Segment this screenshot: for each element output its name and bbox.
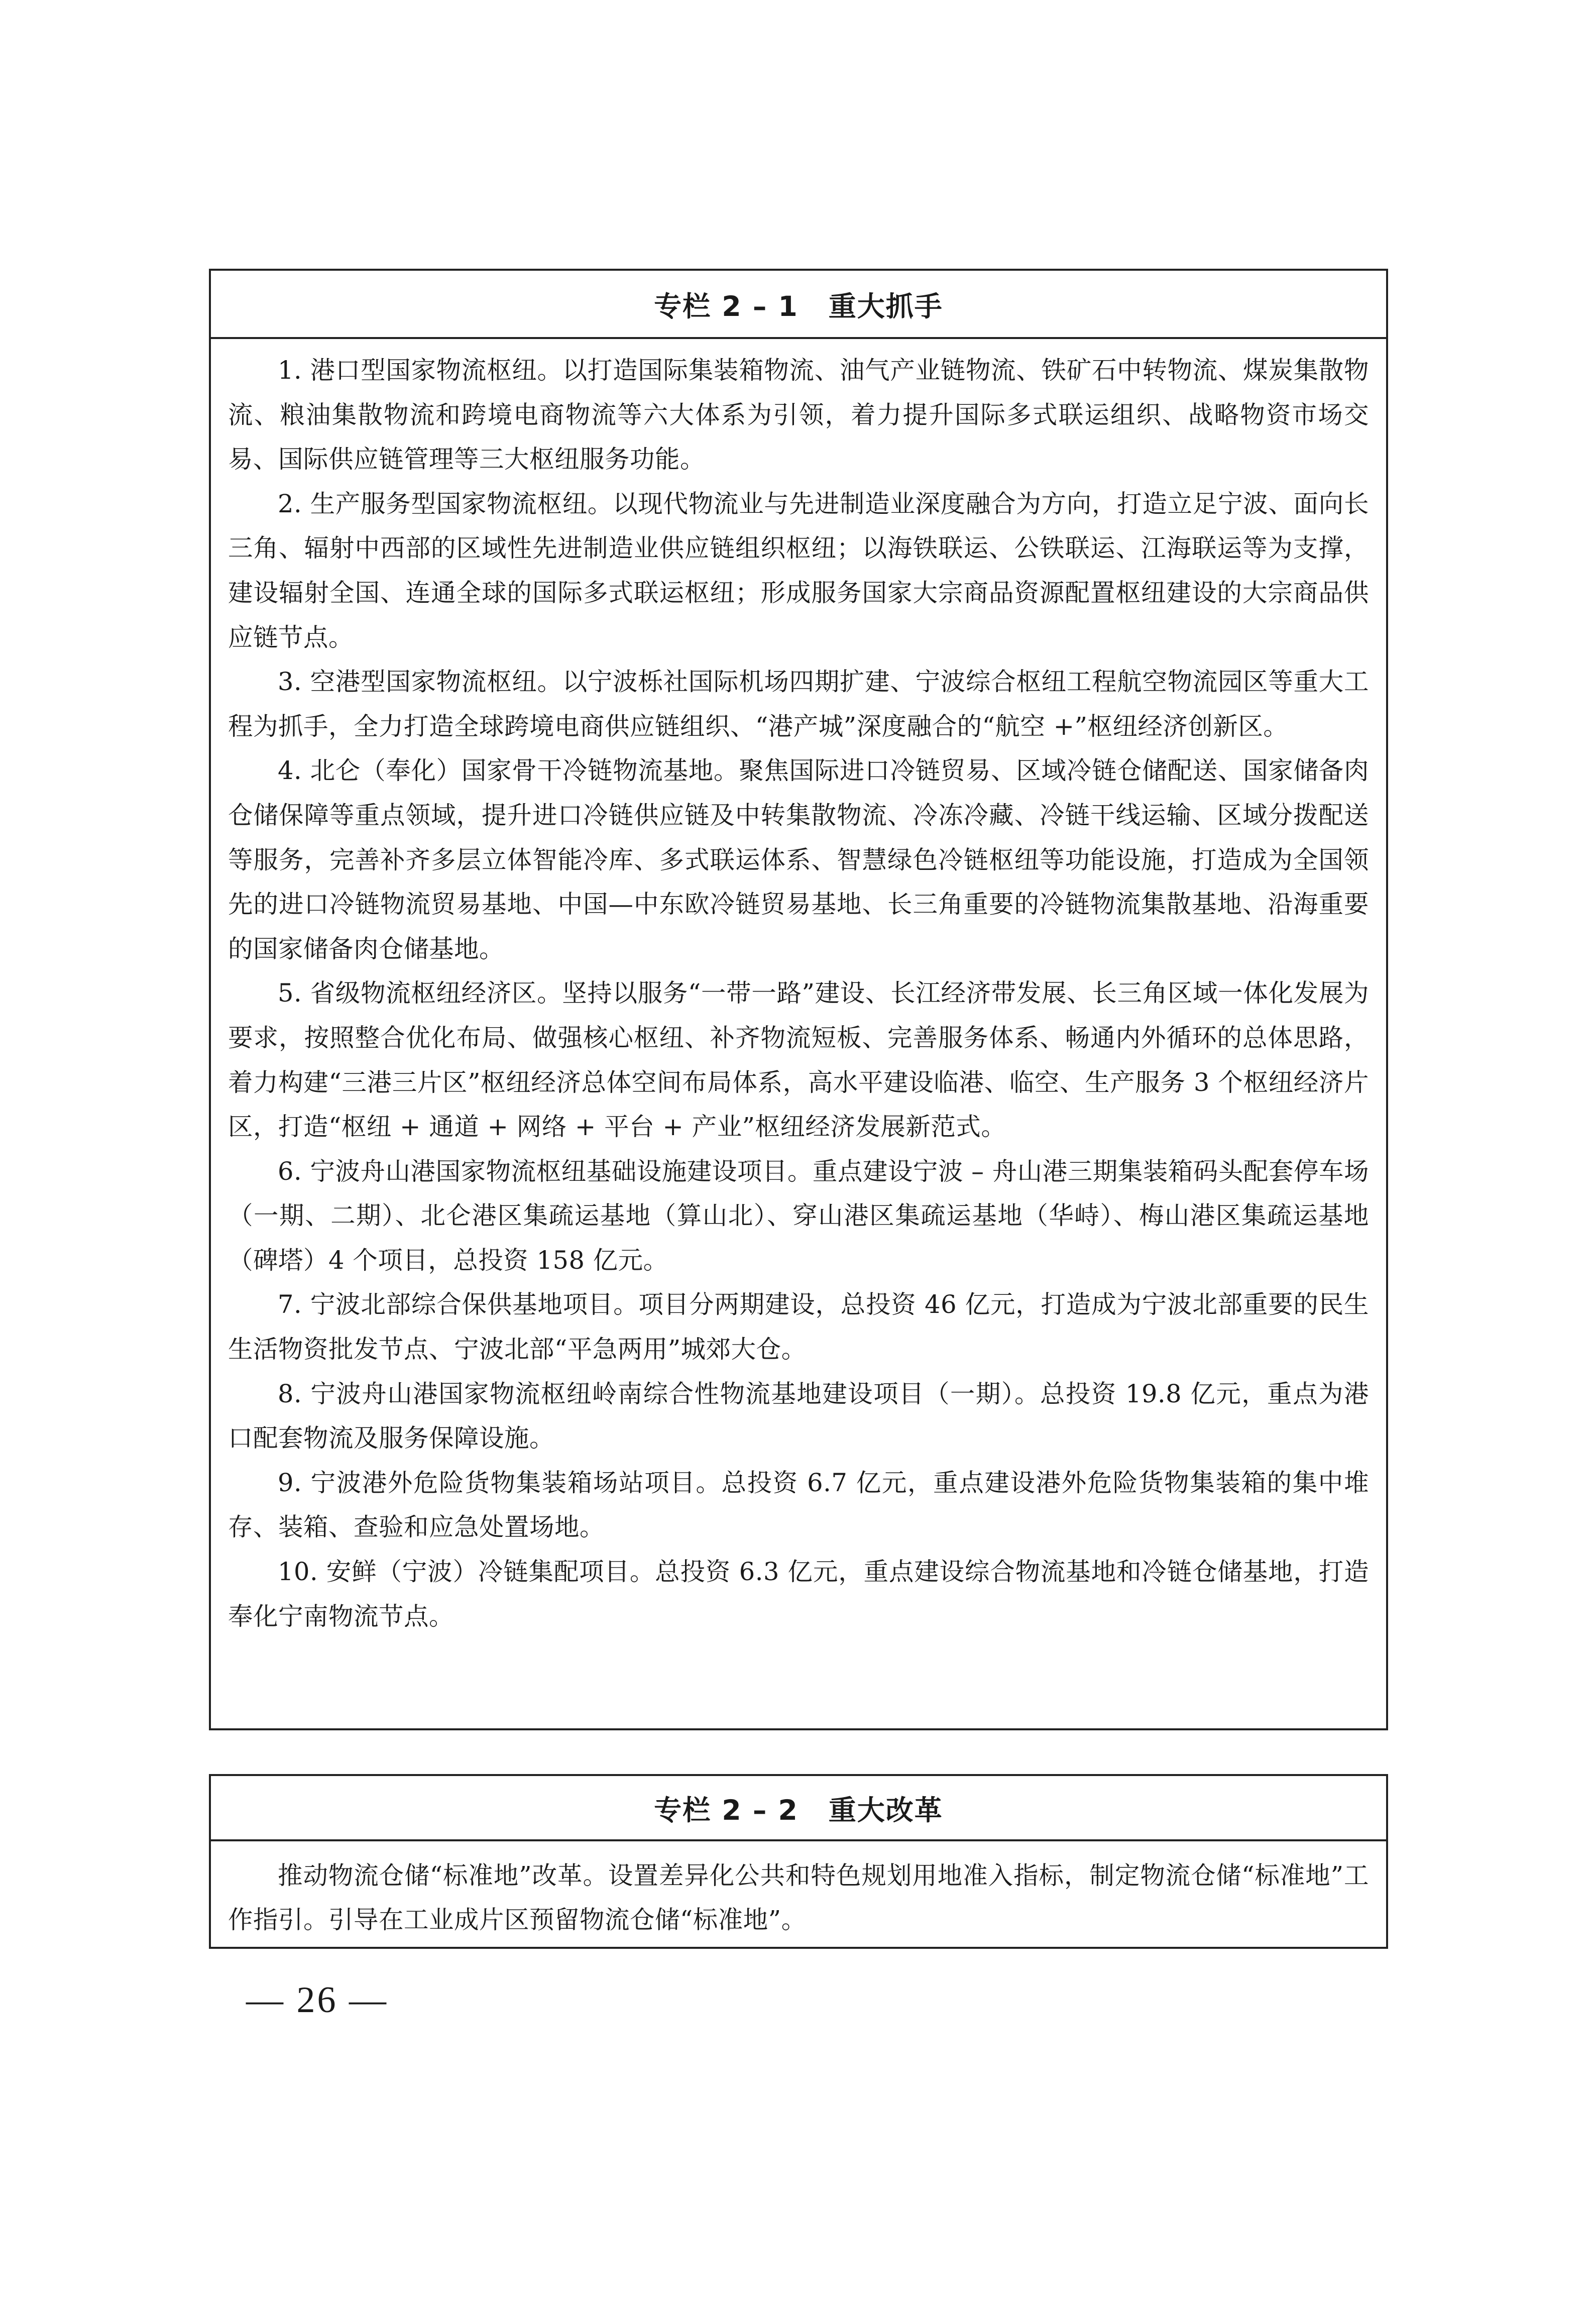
column-header [211, 271, 1386, 339]
list-item: 推动物流仓储“标准地”改革。设置差异化公共和特色规划用地准入指标，制定物流仓储“标准地”工作指引。引导在工业成片区预留物流仓储“标准地”。 [228, 1861, 1369, 1934]
list-item: 8. 宁波舟山港国家物流枢纽岭南综合性物流基地建设项目（一期）。总投资 19.8 亿元，重点为港口配套物流及服务保障设施。 [228, 1379, 1369, 1453]
list-item: 1. 港口型国家物流枢纽。以打造国际集装箱物流、油气产业链物流、铁矿石中转物流、煤炭集散物流、粮油集散物流和跨境电商物流等六大体系为引领，着力提升国际多式联运组织、战略物资市场交易、国际供应链管理等三大枢纽服务功能。 [228, 356, 1369, 474]
list-item: 10. 安鲜（宁波）冷链集配项目。总投资 6.3 亿元，重点建设综合物流基地和冷链仓储基地，打造奉化宁南物流节点。 [228, 1557, 1369, 1631]
list-item: 7. 宁波北部综合保供基地项目。项目分两期建设，总投资 46 亿元，打造成为宁波北部重要的民生生活物资批发节点、宁波北部“平急两用”城郊大仓。 [228, 1290, 1369, 1364]
column-header [211, 1776, 1386, 1841]
list-item: 2. 生产服务型国家物流枢纽。以现代物流业与先进制造业深度融合为方向，打造立足宁波、面向长三角、辐射中西部的区域性先进制造业供应链组织枢纽；以海铁联运、公铁联运、江海联运等为支撑，建设辐射全国、连通全球的国际多式联运枢纽；形成服务国家大宗商品资源配置枢纽建设的大宗商品供应链节点。 [228, 489, 1369, 652]
column-body [211, 339, 1386, 1638]
page-number: — 26 — [246, 1979, 388, 2021]
column-box-2-1 [209, 269, 1388, 1730]
column-number: 专栏 2 – 2 [654, 1794, 799, 1826]
list-item: 6. 宁波舟山港国家物流枢纽基础设施建设项目。重点建设宁波 – 舟山港三期集装箱码头配套停车场（一期、二期）、北仑港区集疏运基地（算山北）、穿山港区集疏运基地（华峙）、梅山港区集疏运基地（碑塔）4 个项目，总投资 158 亿元。 [228, 1156, 1369, 1275]
column-body [211, 1841, 1386, 1942]
list-item: 4. 北仑（奉化）国家骨干冷链物流基地。聚焦国际进口冷链贸易、区域冷链仓储配送、国家储备肉仓储保障等重点领域，提升进口冷链供应链及中转集散物流、冷冻冷藏、冷链干线运输、区域分拨配送等服务，完善补齐多层立体智能冷库、多式联运体系、智慧绿色冷链枢纽等功能设施，打造成为全国领先的进口冷链物流贸易基地、中国—中东欧冷链贸易基地、长三角重要的冷链物流集散基地、沿海重要的国家储备肉仓储基地。 [228, 756, 1369, 963]
column-title: 重大抓手 [828, 290, 943, 322]
list-item: 3. 空港型国家物流枢纽。以宁波栎社国际机场四期扩建、宁波综合枢纽工程航空物流园区等重大工程为抓手，全力打造全球跨境电商供应链组织、“港产城”深度融合的“航空 +”枢纽经济创新区。 [228, 667, 1369, 741]
list-item: 5. 省级物流枢纽经济区。坚持以服务“一带一路”建设、长江经济带发展、长三角区域一体化发展为要求，按照整合优化布局、做强核心枢纽、补齐物流短板、完善服务体系、畅通内外循环的总体思路，着力构建“三港三片区”枢纽经济总体空间布局体系，高水平建设临港、临空、生产服务 3 个枢纽经济片区，打造“枢纽 + 通道 + 网络 + 平台 + 产业”枢纽经济发展新范式。 [228, 978, 1369, 1142]
column-title: 重大改革 [828, 1794, 943, 1826]
column-box-2-2 [209, 1774, 1388, 1949]
list-item: 9. 宁波港外危险货物集装箱场站项目。总投资 6.7 亿元，重点建设港外危险货物集装箱的集中堆存、装箱、查验和应急处置场地。 [228, 1468, 1369, 1542]
column-number: 专栏 2 – 1 [654, 290, 799, 322]
